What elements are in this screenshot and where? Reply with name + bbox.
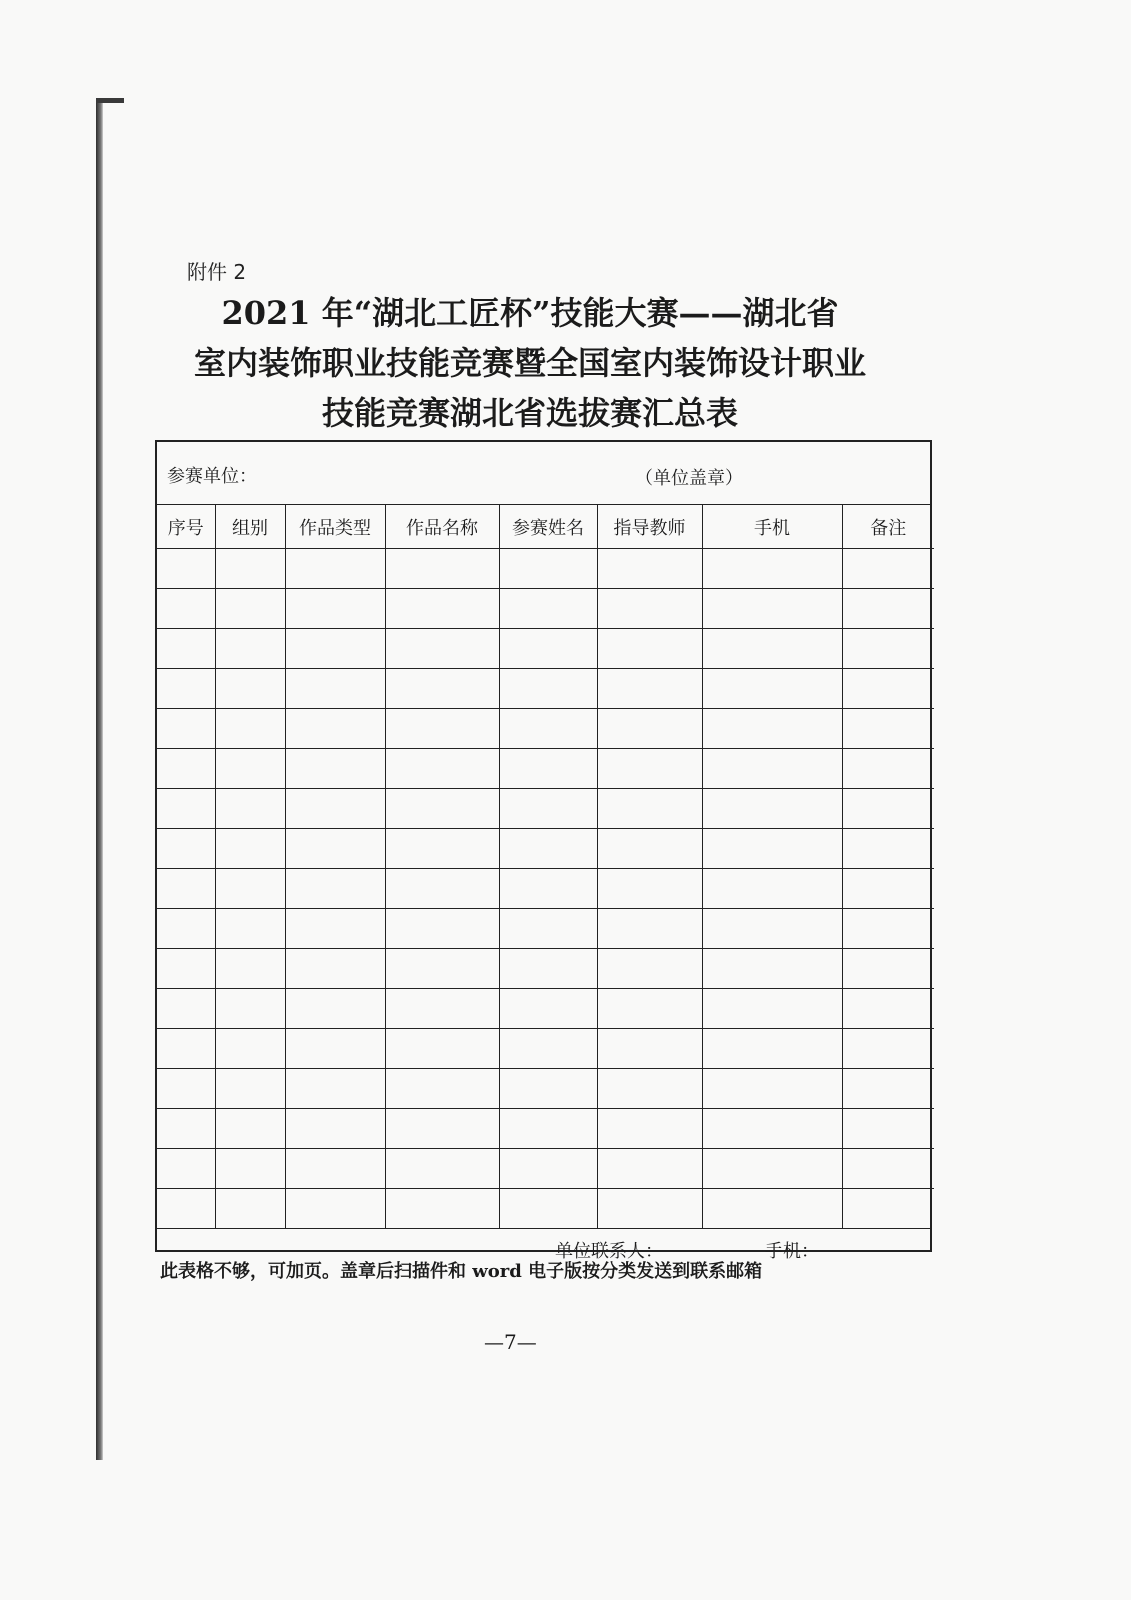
- table-cell: [215, 709, 285, 749]
- table-cell: [499, 749, 597, 789]
- table-cell: [385, 589, 499, 629]
- table-cell: [702, 709, 842, 749]
- table-cell: [702, 629, 842, 669]
- table-cell: [499, 1149, 597, 1189]
- contact-phone-label: 手机：: [765, 1241, 819, 1262]
- table-row: [157, 989, 934, 1029]
- table-cell: [285, 869, 385, 909]
- table-cell: [499, 829, 597, 869]
- table-cell: [702, 1109, 842, 1149]
- table-cell: [285, 789, 385, 829]
- table-cell: [499, 989, 597, 1029]
- table-cell: [215, 869, 285, 909]
- table-cell: [597, 669, 702, 709]
- table-cell: [597, 909, 702, 949]
- table-cell: [385, 1189, 499, 1229]
- table-cell: [597, 749, 702, 789]
- table-cell: [215, 1149, 285, 1189]
- column-header-index: 序号: [157, 505, 215, 549]
- table-row: [157, 589, 934, 629]
- table-cell: [215, 789, 285, 829]
- title-line-3: 技能竞赛湖北省选拔赛汇总表: [321, 394, 738, 432]
- table-cell: [157, 549, 215, 589]
- table-cell: [157, 589, 215, 629]
- table-cell: [157, 1069, 215, 1109]
- table-cell: [842, 1029, 934, 1069]
- attachment-label: 附件 2: [187, 260, 247, 284]
- table-cell: [842, 549, 934, 589]
- table-row: [157, 749, 934, 789]
- table-row: [157, 1149, 934, 1189]
- column-header-instructor: 指导教师: [597, 505, 702, 549]
- table-cell: [597, 989, 702, 1029]
- scan-corner-shadow: [96, 98, 124, 103]
- table-cell: [285, 989, 385, 1029]
- table-cell: [157, 1189, 215, 1229]
- table-cell: [285, 1069, 385, 1109]
- table-row: [157, 1029, 934, 1069]
- table-cell: [842, 629, 934, 669]
- table-cell: [285, 1189, 385, 1229]
- table-cell: [385, 1069, 499, 1109]
- table-cell: [285, 749, 385, 789]
- table-row: [157, 629, 934, 669]
- table-cell: [385, 829, 499, 869]
- document-title: [130, 288, 930, 438]
- table-cell: [499, 869, 597, 909]
- table-cell: [842, 829, 934, 869]
- table-cell: [157, 909, 215, 949]
- table-cell: [285, 549, 385, 589]
- table-row: [157, 1069, 934, 1109]
- entries-table: [157, 505, 934, 1228]
- table-cell: [285, 669, 385, 709]
- table-cell: [285, 829, 385, 869]
- column-header-contestant-name: 参赛姓名: [499, 505, 597, 549]
- table-row: [157, 669, 934, 709]
- table-cell: [702, 909, 842, 949]
- unit-row: [157, 442, 930, 505]
- scan-edge-shadow: [96, 100, 103, 1460]
- table-cell: [385, 909, 499, 949]
- table-cell: [215, 589, 285, 629]
- table-cell: [157, 789, 215, 829]
- table-cell: [842, 949, 934, 989]
- table-cell: [842, 789, 934, 829]
- table-cell: [285, 1109, 385, 1149]
- table-cell: [702, 749, 842, 789]
- table-row: [157, 909, 934, 949]
- title-line-1: 2021 年“湖北工匠杯”技能大赛——湖北省: [221, 294, 839, 332]
- table-cell: [285, 1029, 385, 1069]
- footnote: 此表格不够，可加页。盖章后扫描件和 word 电子版按分类发送到联系邮箱: [160, 1261, 763, 1282]
- column-header-remarks: 备注: [842, 505, 934, 549]
- table-row: [157, 869, 934, 909]
- table-cell: [702, 669, 842, 709]
- table-cell: [285, 909, 385, 949]
- table-cell: [385, 989, 499, 1029]
- column-header-phone: 手机: [702, 505, 842, 549]
- table-cell: [215, 629, 285, 669]
- table-cell: [285, 949, 385, 989]
- table-cell: [597, 1029, 702, 1069]
- column-header-group: 组别: [215, 505, 285, 549]
- table-cell: [157, 629, 215, 669]
- table-cell: [597, 789, 702, 829]
- table-cell: [499, 709, 597, 749]
- table-cell: [597, 829, 702, 869]
- table-cell: [499, 549, 597, 589]
- table-cell: [702, 1189, 842, 1229]
- unit-label: 参赛单位：: [167, 466, 257, 487]
- seal-note: （单位盖章）: [635, 468, 743, 489]
- table-cell: [597, 869, 702, 909]
- table-cell: [597, 1149, 702, 1189]
- table-row: [157, 709, 934, 749]
- table-cell: [499, 1109, 597, 1149]
- title-line-2: 室内装饰职业技能竞赛暨全国室内装饰设计职业: [193, 344, 866, 382]
- table-cell: [499, 1189, 597, 1229]
- table-cell: [597, 629, 702, 669]
- table-cell: [285, 1149, 385, 1189]
- table-cell: [499, 1069, 597, 1109]
- table-cell: [157, 869, 215, 909]
- table-cell: [385, 1109, 499, 1149]
- table-cell: [702, 869, 842, 909]
- table-cell: [385, 709, 499, 749]
- table-row: [157, 1109, 934, 1149]
- table-cell: [499, 789, 597, 829]
- table-cell: [157, 949, 215, 989]
- table-cell: [499, 669, 597, 709]
- table-cell: [285, 709, 385, 749]
- table-header-row: [157, 505, 934, 549]
- table-cell: [385, 749, 499, 789]
- table-cell: [157, 829, 215, 869]
- table-cell: [385, 669, 499, 709]
- table-row: [157, 949, 934, 989]
- table-cell: [702, 949, 842, 989]
- table-cell: [597, 589, 702, 629]
- table-cell: [215, 669, 285, 709]
- table-cell: [499, 1029, 597, 1069]
- table-cell: [499, 909, 597, 949]
- table-cell: [842, 669, 934, 709]
- table-cell: [385, 949, 499, 989]
- table-cell: [842, 1069, 934, 1109]
- table-cell: [842, 1149, 934, 1189]
- table-cell: [842, 1189, 934, 1229]
- table-row: [157, 829, 934, 869]
- table-cell: [597, 549, 702, 589]
- column-header-work-name: 作品名称: [385, 505, 499, 549]
- table-cell: [285, 629, 385, 669]
- table-cell: [157, 1109, 215, 1149]
- table-cell: [842, 909, 934, 949]
- table-cell: [499, 949, 597, 989]
- table-cell: [215, 909, 285, 949]
- summary-form: [155, 440, 932, 1262]
- table-cell: [215, 829, 285, 869]
- table-cell: [842, 749, 934, 789]
- table-cell: [499, 629, 597, 669]
- table-cell: [842, 1109, 934, 1149]
- table-cell: [702, 1029, 842, 1069]
- table-cell: [499, 589, 597, 629]
- table-cell: [385, 789, 499, 829]
- table-cell: [157, 1029, 215, 1069]
- page-number: —7—: [484, 1330, 537, 1354]
- table-cell: [842, 989, 934, 1029]
- table-cell: [215, 989, 285, 1029]
- table-cell: [702, 1069, 842, 1109]
- table-cell: [842, 869, 934, 909]
- table-body: [157, 549, 934, 1229]
- table-cell: [215, 1109, 285, 1149]
- table-cell: [215, 949, 285, 989]
- table-row: [157, 549, 934, 589]
- table-cell: [597, 949, 702, 989]
- table-cell: [702, 829, 842, 869]
- column-header-work-type: 作品类型: [285, 505, 385, 549]
- table-cell: [842, 589, 934, 629]
- table-cell: [702, 1149, 842, 1189]
- table-cell: [842, 709, 934, 749]
- table-cell: [702, 789, 842, 829]
- table-cell: [597, 1189, 702, 1229]
- table-cell: [157, 1149, 215, 1189]
- table-cell: [285, 589, 385, 629]
- table-cell: [215, 749, 285, 789]
- table-cell: [702, 549, 842, 589]
- table-cell: [157, 749, 215, 789]
- table-cell: [215, 1029, 285, 1069]
- table-cell: [597, 1109, 702, 1149]
- table-cell: [702, 989, 842, 1029]
- table-cell: [385, 629, 499, 669]
- table-cell: [157, 989, 215, 1029]
- table-cell: [385, 549, 499, 589]
- table-row: [157, 1189, 934, 1229]
- table-cell: [597, 1069, 702, 1109]
- table-cell: [157, 709, 215, 749]
- table-cell: [385, 1029, 499, 1069]
- table-cell: [215, 549, 285, 589]
- table-cell: [215, 1069, 285, 1109]
- table-cell: [385, 869, 499, 909]
- contact-person-label: 单位联系人：: [555, 1241, 663, 1262]
- table-cell: [157, 669, 215, 709]
- table-cell: [385, 1149, 499, 1189]
- table-cell: [597, 709, 702, 749]
- table-cell: [702, 589, 842, 629]
- table-row: [157, 789, 934, 829]
- table-cell: [215, 1189, 285, 1229]
